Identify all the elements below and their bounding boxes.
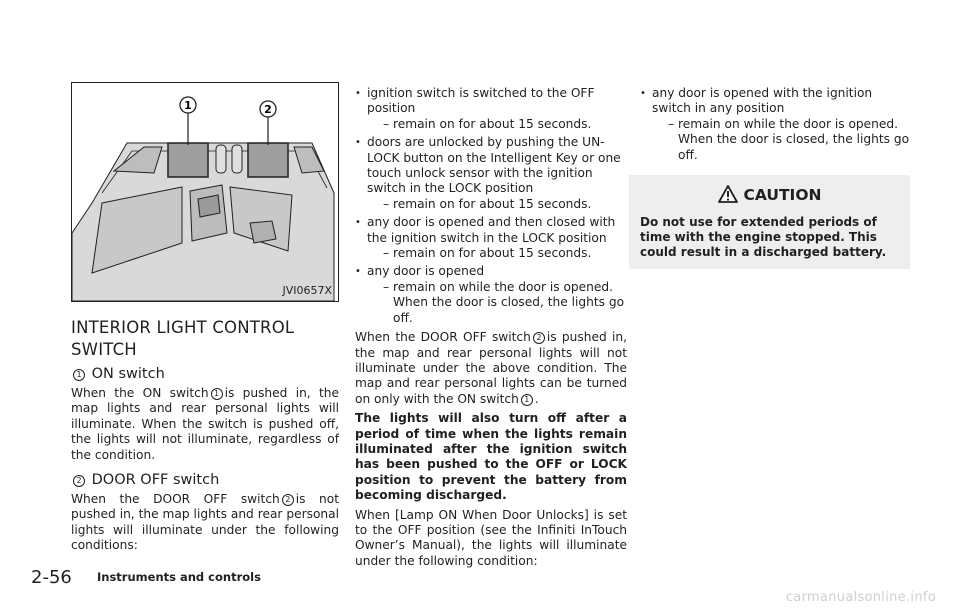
caution-heading [629,185,910,204]
column-2 [355,86,627,573]
callout-1-icon: 1 [211,388,223,400]
list-item: • doors are unlocked by pushing the UN-LOCK button on the Intelligent Key or one touch unlock sensor with the ignition switch in the LOCK position – remain on for about 15 seconds. [355,135,627,212]
caution-title: CAUTION [743,186,822,204]
caution-text: Do not use for extended periods of time with the engine stopped. This could result in a discharged battery. [640,215,887,259]
section-name: Instruments and controls [97,570,261,584]
callout-2-icon: 2 [533,332,545,344]
callout-2: 2 [264,103,272,116]
list-item: • ignition switch is switched to the OFF position – remain on for about 15 seconds. [355,86,627,132]
on-switch-text: When the ON switch 1 is pushed in, the map lights and rear personal lights will illuminate. When the switch is pushed off, the lights will not illuminate, regardless of the condition. [71,386,339,462]
lamp-setting-paragraph: When [Lamp ON When Door Unlocks] is set to the OFF position (see the Infiniti InTouch Owner’s Manual), the lights will illuminate under the following condition: [355,507,627,568]
door-off-text: When the DOOR OFF switch 2 is not pushed in, the map lights and rear personal lights will illuminate under the following conditions: [71,492,339,553]
overhead-console-figure [71,82,339,302]
callout-1-icon: 1 [73,369,85,381]
list-item: • any door is opened with the ignition switch in any position – remain on while the door is opened. When the door is closed, the lights go off. [640,86,910,163]
watermark: carmanualsonline.info [785,590,936,605]
warning-icon [718,185,738,203]
door-off-title: DOOR OFF switch [91,472,220,489]
door-off-heading [71,471,339,489]
callout-2-icon: 2 [282,494,294,506]
figure-caption: JVI0657X [282,284,332,297]
on-switch [168,143,208,177]
door-off-switch [248,143,288,177]
column-3 [640,86,910,163]
list-item: • any door is opened and then closed with the ignition switch in the LOCK position – remain on for about 15 seconds. [355,215,627,261]
callout-2-icon: 2 [73,475,85,487]
list-item: • any door is opened – remain on while the door is opened. When the door is closed, the lights go off. [355,264,627,326]
door-off-pushed-paragraph: When the DOOR OFF switch 2 is pushed in, the map and rear personal lights will not illuminate under the above condition. The map and rear personal lights can be turned on only with the ON switch 1 . [355,330,627,406]
battery-saver-paragraph: The lights will also turn off after a period of time when the lights remain illuminated after the ignition switch has been pushed to the OFF or LOCK position to prevent the battery from becoming discharged. [355,411,627,503]
callout-1: 1 [184,99,192,112]
overhead-console-illustration [72,83,338,301]
caution-box [629,175,910,269]
on-switch-heading [71,365,339,383]
on-switch-title: ON switch [91,366,165,382]
page-number: 2-56 [31,567,72,588]
section-heading: INTERIOR LIGHT CONTROL SWITCH [71,318,295,359]
column-1 [71,317,339,558]
callout-1-icon: 1 [521,394,533,406]
